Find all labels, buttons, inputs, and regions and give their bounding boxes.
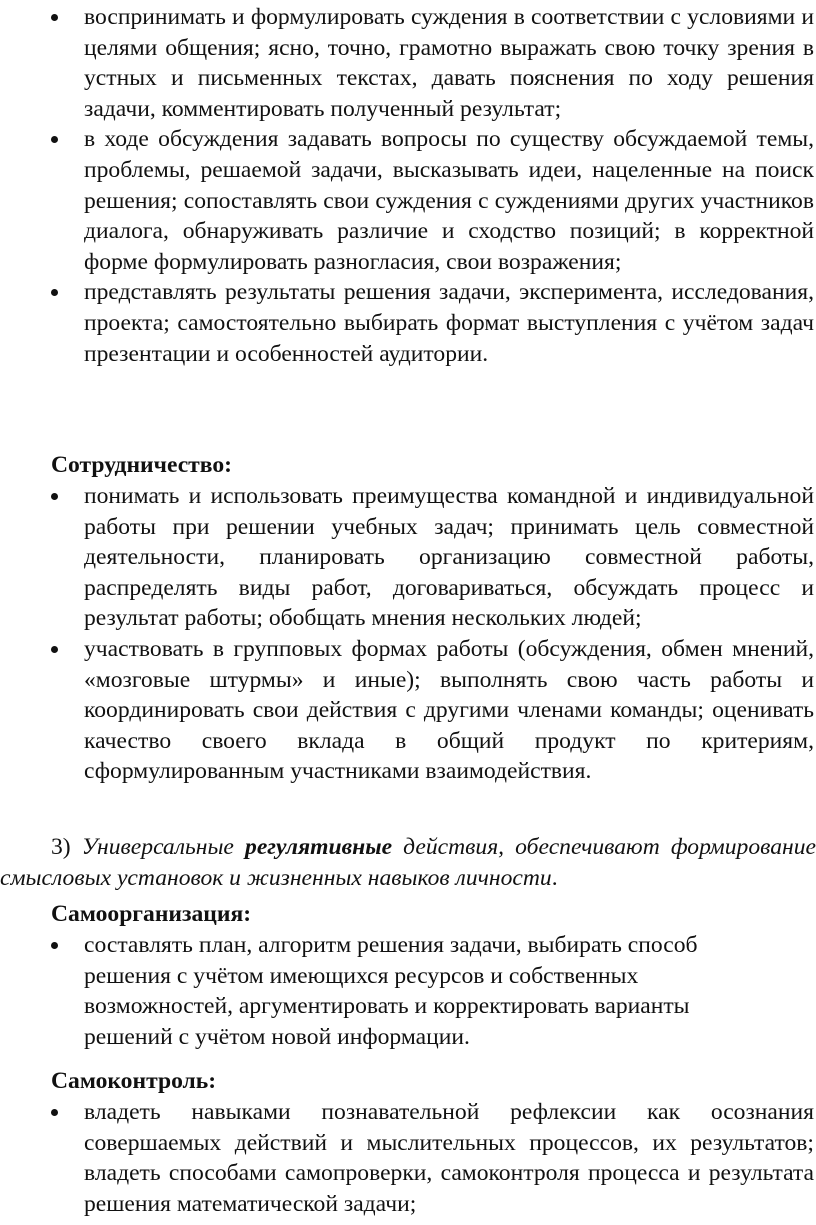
cooperation-list	[0, 481, 816, 787]
list-item	[0, 634, 816, 787]
list-item	[0, 481, 816, 634]
list-item-text: представлять результаты решения задачи, эксперимента, исследования, проекта; самостоятельно выбирать формат выступления с учётом задач презентации и особенностей аудитории.	[84, 279, 814, 367]
bullet-icon	[51, 493, 58, 500]
bullet-icon	[51, 289, 58, 296]
bullet-icon	[51, 1109, 58, 1116]
heading-cooperation: Сотрудничество:	[51, 452, 233, 478]
bullet-icon	[51, 646, 58, 653]
bullet-icon	[51, 136, 58, 143]
heading-self-control: Самоконтроль:	[51, 1068, 217, 1094]
paragraph-number: 3)	[51, 834, 71, 860]
list-item-text: владеть навыками познавательной рефлексии как осознания совершаемых действий и мыслительных процессов, их результатов; владеть способами самопроверки, самоконтроля процесса и результата решения математической задачи;	[84, 1099, 814, 1217]
paragraph-lead: Универсальные	[81, 834, 234, 860]
list-item-text: понимать и использовать преимущества командной и индивидуальной работы при решении учебных задач; принимать цель совместной деятельности, планировать организацию совместной работы, распределять виды работ, договариваться, обсуждать процесс и результат работы; обобщать мнения нескольких людей;	[84, 483, 814, 632]
list-item-text: участвовать в групповых формах работы (обсуждения, обмен мнений, «мозговые штурмы» и иные); выполнять свою часть работы и координировать свои действия с другими членами команды; оценивать качество своего вклада в общий продукт по критериям, сформулированным участниками взаимодействия.	[84, 635, 814, 785]
communication-list	[0, 2, 816, 369]
self-organization-list	[0, 930, 816, 1052]
regulatory-actions-paragraph	[0, 832, 816, 893]
list-item	[0, 124, 816, 277]
self-control-list	[0, 1097, 816, 1219]
bullet-icon	[51, 14, 58, 21]
paragraph-end: .	[551, 864, 558, 891]
list-item-text: в ходе обсуждения задавать вопросы по существу обсуждаемой темы, проблемы, решаемой задачи, высказывать идеи, нацеленные на поиск решения; сопоставлять свои суждения с суждениями других участников диалога, обнаруживать различие и сходство позиций; в корректной форме формулировать разногласия, свои возражения;	[84, 126, 814, 275]
paragraph-keyword: регулятивные	[245, 834, 393, 860]
list-item	[0, 277, 816, 369]
list-item-text: составлять план, алгоритм решения задачи, выбирать способ решения с учётом имеющихся ресурсов и собственных возможностей, аргументировать и корректировать варианты решений с учётом новой информации.	[84, 932, 698, 1050]
bullet-icon	[51, 942, 58, 949]
heading-self-organization: Самоорганизация:	[51, 901, 252, 927]
list-item	[0, 2, 816, 124]
paragraph-rest: действия, обеспечивают формирование смысловых установок и жизненных навыков личности	[0, 834, 816, 891]
list-item	[0, 930, 816, 1052]
list-item-text: воспринимать и формулировать суждения в соответствии с условиями и целями общения; ясно, точно, грамотно выражать свою точку зрения в устных и письменных текстах, давать пояснения по ходу решения задачи, комментировать полученный результат;	[84, 4, 814, 122]
list-item	[0, 1097, 816, 1219]
